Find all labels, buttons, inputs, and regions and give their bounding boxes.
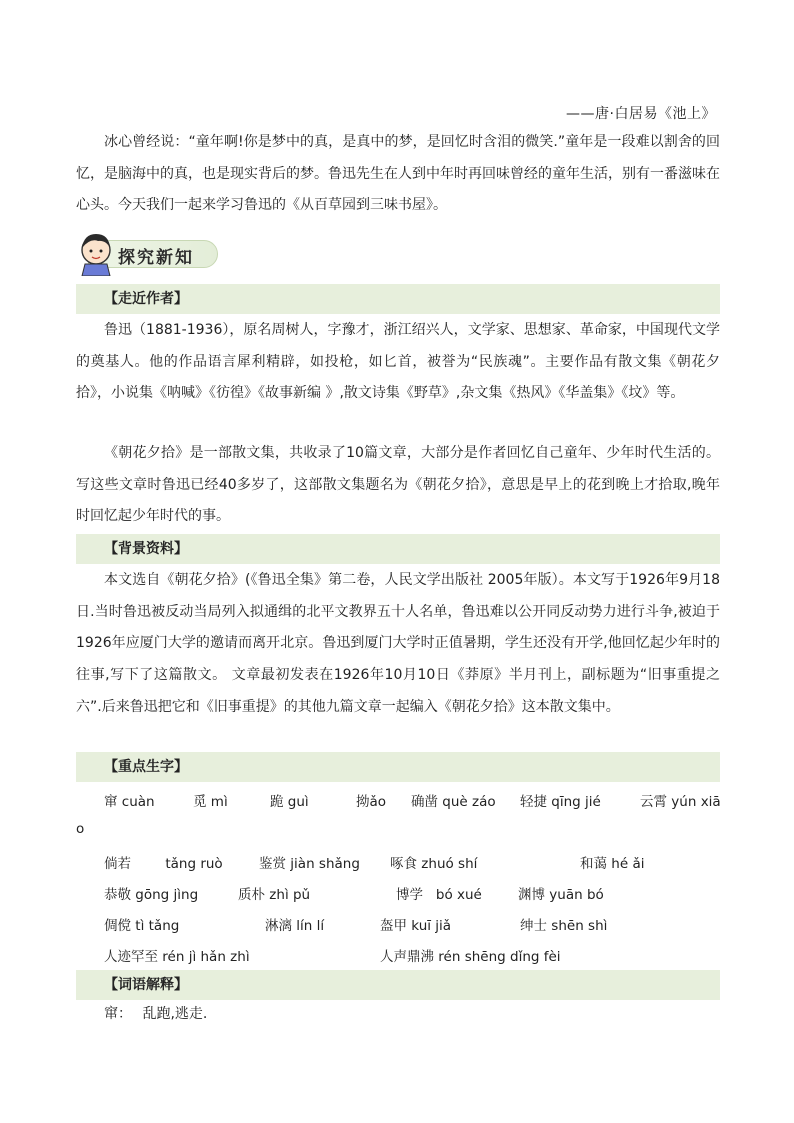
vocab-item [380, 914, 451, 934]
vocab-pinyin: yuān bó [549, 887, 604, 903]
vocab-pinyin: zhuó shí [421, 856, 478, 872]
vocab-pinyin: guì [287, 794, 309, 810]
vocab-pinyin: ǎo [369, 794, 387, 810]
vocab-item [104, 790, 155, 810]
vocab-word: 人声鼎沸 [380, 949, 434, 965]
vocab-word: 拗 [356, 794, 370, 810]
vocab-item [396, 883, 482, 903]
vocab-word: 窜 [104, 794, 118, 810]
vocab-item [390, 852, 477, 872]
vocab-item [104, 945, 250, 965]
vocab-pinyin: tì tǎng [135, 918, 180, 934]
vocab-item [193, 790, 228, 810]
vocab-pinyin: hé ǎi [611, 856, 645, 872]
vocab-pinyin: mì [210, 794, 228, 810]
vocab-word: 博学 [396, 887, 423, 903]
vocab-word: 啄食 [390, 856, 417, 872]
vocab-item [411, 790, 496, 810]
vocab-pinyin: yún xiā [671, 794, 721, 810]
vocab-word: 鉴赏 [259, 856, 286, 872]
vocab-word: 倜傥 [104, 918, 131, 934]
vocab-word: 质朴 [238, 887, 265, 903]
vocab-word: 人迹罕至 [104, 949, 158, 965]
definition-text: 乱跑,逃走. [142, 1006, 208, 1022]
vocab-pinyin: jiàn shǎng [290, 856, 360, 872]
vocab-word: 跪 [270, 794, 284, 810]
vocab-item [104, 883, 198, 903]
vocab-word: 轻捷 [520, 794, 547, 810]
background-paragraph: 本文选自《朝花夕拾》(《鲁迅全集》第二卷，人民文学出版社 2005年版）。本文写于1926年9月18日.当时鲁迅被反动当局列入拟通缉的北平文教界五十人名单，鲁迅难以公开同反动势力进行斗争,被迫于1926年应厦门大学的邀请而离开北京。鲁迅到厦门大学时正值暑期，学生还没有开学,他回忆起少年时的往事,写下了这篇散文。 文章最初发表在1926年10月10日《莽原》半月刊上，副标题为“旧事重提之六”.后来鲁迅把它和《旧事重提》的其他九篇文章一起编入《朝花夕拾》这本散文集中。 [76, 572, 720, 715]
vocab-word: 渊博 [518, 887, 545, 903]
vocab-pinyin: kuī jiǎ [411, 918, 452, 934]
vocabulary-heading: 【词语解释】 [76, 970, 720, 1000]
vocab-pinyin: zhì pǔ [269, 887, 311, 903]
vocab-item [265, 914, 324, 934]
vocab-item [356, 790, 386, 810]
definition-term: 窜： [104, 1006, 132, 1022]
vocab-item [380, 945, 561, 965]
vocab-item [270, 790, 309, 810]
vocab-item [259, 852, 360, 872]
cartoon-boy-icon [76, 228, 116, 276]
characters-heading: 【重点生字】 [76, 752, 720, 782]
poem-attribution: ——唐·白居易《池上》 [566, 106, 716, 122]
badge-label: 探究新知 [118, 248, 194, 268]
vocab-word: 倘若 [104, 856, 131, 872]
vocab-pinyin: cuàn [121, 794, 155, 810]
collection-paragraph: 《朝花夕拾》是一部散文集，共收录了10篇文章，大部分是作者回忆自己童年、少年时代生活的。写这些文章时鲁迅已经40多岁了，这部散文集题名为《朝花夕拾》，意思是早上的花到晚上才拾取,晚年时回忆起少年时代的事。 [76, 445, 720, 525]
vocab-pinyin: què záo [442, 794, 496, 810]
section-badge [76, 228, 221, 276]
vocab-word: 觅 [193, 794, 207, 810]
definition-line [104, 1003, 207, 1023]
pinyin-wrap-tail: o [76, 821, 85, 837]
vocab-word: 恭敬 [104, 887, 131, 903]
vocab-pinyin: qīng jié [551, 794, 601, 810]
vocab-item [640, 790, 721, 810]
vocab-item [580, 852, 644, 872]
vocab-pinyin: bó xué [435, 887, 482, 903]
vocab-item [520, 790, 601, 810]
vocab-pinyin: lín lí [296, 918, 325, 934]
vocab-pinyin: rén shēng dǐng fèi [438, 949, 561, 965]
vocab-item [104, 914, 179, 934]
intro-paragraph: 冰心曾经说：“童年啊!你是梦中的真，是真中的梦，是回忆时含泪的微笑.”童年是一段难以割舍的回忆，是脑海中的真，也是现实背后的梦。鲁迅先生在人到中年时再回味曾经的童年生活，别有一番滋味在心头。今天我们一起来学习鲁迅的《从百草园到三味书屋》。 [76, 134, 720, 214]
author-heading: 【走近作者】 [76, 284, 720, 314]
vocab-word: 云霄 [640, 794, 667, 810]
vocab-word: 和蔼 [580, 856, 607, 872]
vocab-item [520, 914, 607, 934]
vocab-item [104, 852, 223, 872]
vocab-pinyin: rén jì hǎn zhì [162, 949, 250, 965]
vocab-word: 淋漓 [265, 918, 292, 934]
vocab-item [238, 883, 310, 903]
vocab-pinyin: gōng jìng [135, 887, 199, 903]
vocab-word: 盔甲 [380, 918, 407, 934]
vocab-pinyin: shēn shì [551, 918, 608, 934]
background-heading: 【背景资料】 [76, 534, 720, 564]
vocab-word: 确凿 [411, 794, 438, 810]
vocab-item [518, 883, 604, 903]
author-paragraph: 鲁迅（1881-1936），原名周树人，字豫才，浙江绍兴人，文学家、思想家、革命家，中国现代文学的奠基人。他的作品语言犀利精辟，如投枪，如匕首，被誉为“民族魂”。主要作品有散文集《朝花夕拾》，小说集《呐喊》《彷徨》《故事新编 》,散文诗集《野草》,杂文集《热风》《华盖集》《坟》等。 [76, 322, 720, 402]
vocab-word: 绅士 [520, 918, 547, 934]
vocab-pinyin: tǎng ruò [165, 856, 223, 872]
